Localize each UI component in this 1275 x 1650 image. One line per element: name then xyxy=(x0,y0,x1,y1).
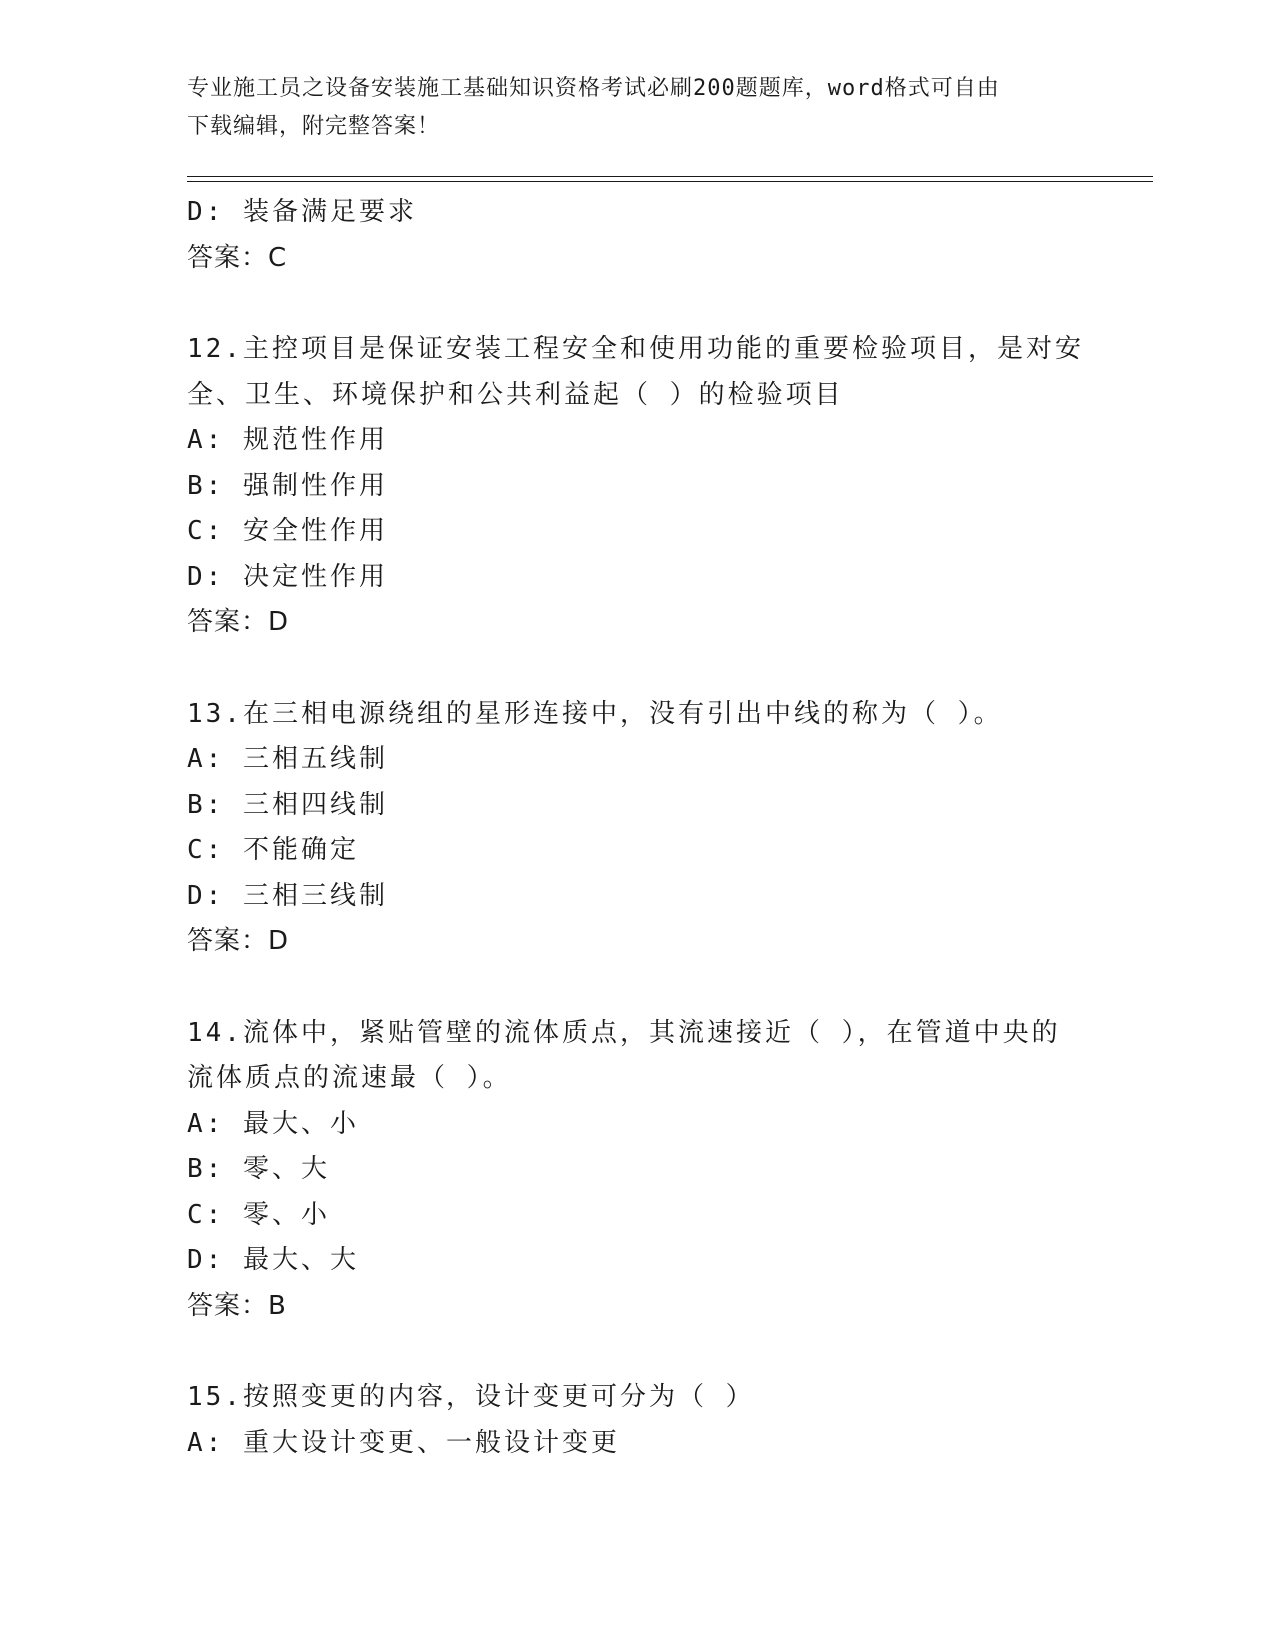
question-15 xyxy=(187,1375,1087,1466)
question-12 xyxy=(187,327,1087,646)
question-stem: 13.在三相电源绕组的星形连接中，没有引出中线的称为（ ）。 xyxy=(187,698,1003,729)
option-d: D: 三相三线制 xyxy=(187,880,388,911)
spacer xyxy=(187,1329,1087,1375)
option-a: A: 三相五线制 xyxy=(187,744,388,774)
option-a: A: 最大、小 xyxy=(187,1108,359,1139)
option-a: A: 重大设计变更、一般设计变更 xyxy=(187,1427,620,1458)
option-b: B: 强制性作用 xyxy=(187,470,388,501)
question-stem: 14.流体中，紧贴管壁的流体质点，其流速接近（ ），在管道中央的 xyxy=(187,1017,1061,1048)
header-divider-top xyxy=(187,176,1153,177)
question-13 xyxy=(187,692,1087,965)
header-line-2: 下载编辑，附完整答案！ xyxy=(187,114,441,139)
spacer xyxy=(187,965,1087,1011)
option-a: A: 规范性作用 xyxy=(187,425,388,455)
answer-line: 答案：D xyxy=(187,926,290,956)
question-stem: 12.主控项目是保证安装工程安全和使用功能的重要检验项目，是对安 xyxy=(187,334,1084,364)
option-c: C: 安全性作用 xyxy=(187,516,388,546)
answer-line: 答案：C xyxy=(187,242,288,273)
option-b: B: 三相四线制 xyxy=(187,789,388,820)
option-d: D: 最大、大 xyxy=(187,1245,359,1275)
answer-line: 答案：B xyxy=(187,1290,287,1321)
header-line-1: 专业施工员之设备安装施工基础知识资格考试必刷200题题库，word格式可自由 xyxy=(187,76,1000,101)
option-c: C: 零、小 xyxy=(187,1199,330,1230)
option-d: D: 装备满足要求 xyxy=(187,197,417,227)
question-stem: 15.按照变更的内容，设计变更可分为（ ） xyxy=(187,1382,755,1412)
header-divider-bottom xyxy=(187,181,1153,182)
question-stem-continued: 全、卫生、环境保护和公共利益起（ ）的检验项目 xyxy=(187,379,844,410)
question-stem-continued: 流体质点的流速最（ ）。 xyxy=(187,1063,512,1093)
option-c: C: 不能确定 xyxy=(187,835,359,865)
question-14 xyxy=(187,1011,1087,1330)
option-d: D: 决定性作用 xyxy=(187,561,388,592)
spacer xyxy=(187,281,1087,327)
question-11 xyxy=(187,190,1087,281)
question-list xyxy=(187,190,1087,1466)
document-header xyxy=(187,70,1087,146)
spacer xyxy=(187,646,1087,692)
option-b: B: 零、大 xyxy=(187,1154,330,1184)
answer-line: 答案：D xyxy=(187,607,290,637)
